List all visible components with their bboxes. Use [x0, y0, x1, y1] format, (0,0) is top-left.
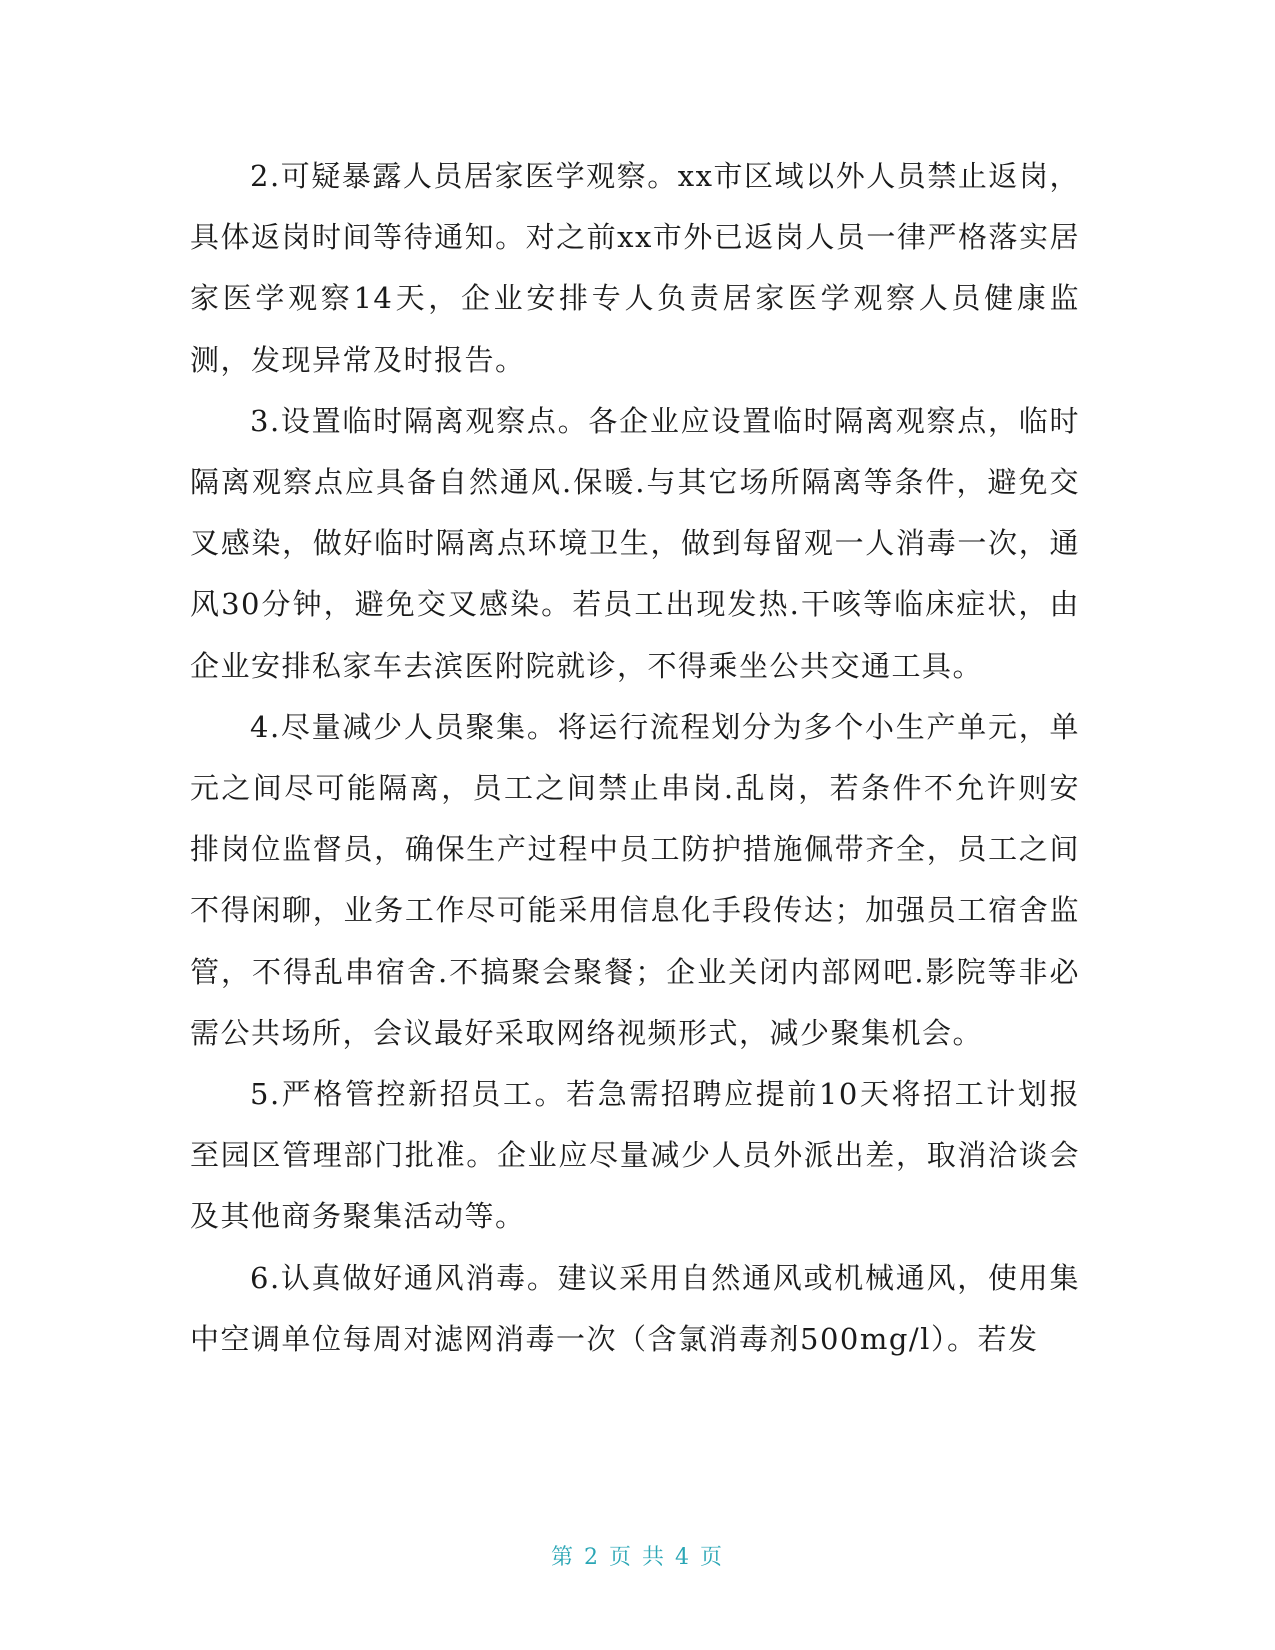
paragraph-6-ventilation: 6.认真做好通风消毒。建议采用自然通风或机械通风，使用集中空调单位每周对滤网消毒一次（含氯消毒剂500mg/l）。若发	[190, 1260, 1080, 1356]
paragraph-5-new-hires: 5.严格管控新招员工。若急需招聘应提前10天将招工计划报至园区管理部门批准。企业应尽量减少人员外派出差，取消洽谈会及其他商务聚集活动等。	[190, 1077, 1080, 1234]
paragraph-3-isolation-point: 3.设置临时隔离观察点。各企业应设置临时隔离观察点，临时隔离观察点应具备自然通风.保暖.与其它场所隔离等条件，避免交叉感染，做好临时隔离点环境卫生，做到每留观一人消毒一次，通风30分钟，避免交叉感染。若员工出现发热.干咳等临床症状，由企业安排私家车去滨医附院就诊，不得乘坐公共交通工具。	[190, 403, 1080, 683]
paragraph-4-reduce-gathering: 4.尽量减少人员聚集。将运行流程划分为多个小生产单元，单元之间尽可能隔离，员工之间禁止串岗.乱岗，若条件不允许则安排岗位监督员，确保生产过程中员工防护措施佩带齐全，员工之间不得闲聊，业务工作尽可能采用信息化手段传达；加强员工宿舍监管，不得乱串宿舍.不搞聚会聚餐；企业关闭内部网吧.影院等非必需公共场所，会议最好采取网络视频形式，减少聚集机会。	[190, 709, 1080, 1050]
paragraph-2-home-observation: 2.可疑暴露人员居家医学观察。xx市区域以外人员禁止返岗，具体返岗时间等待通知。对之前xx市外已返岗人员一律严格落实居家医学观察14天，企业安排专人负责居家医学观察人员健康监测，发现异常及时报告。	[190, 159, 1080, 377]
document-body	[190, 146, 1080, 1370]
page-number-footer: 第 2 页 共 4 页	[551, 1545, 724, 1570]
